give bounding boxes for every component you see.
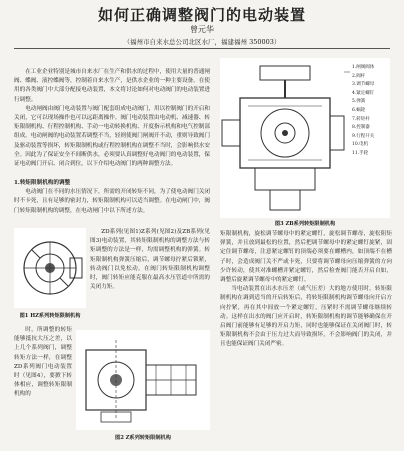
figure-1 <box>14 228 86 308</box>
paragraph: 时，所调整的转矩能够抵抗大压之差，以上几个系列阀门，调整转矩方法一样，在调整ZD系列阀门电动装置时（见图4），要掀下转体相应，调整转矩限制机构的 <box>14 327 72 398</box>
figure-3 <box>220 58 390 218</box>
legend-item: 4.紧定螺钉 <box>352 90 375 96</box>
legend-item: 11.手轮 <box>352 150 369 156</box>
legend-item: 8.控制器 <box>352 125 370 131</box>
legend-item: 9.行程开关 <box>352 133 375 139</box>
figure-2-drawing <box>76 330 210 430</box>
paragraph: 在工业企业特别是城市自来水厂在生产和供水的过程中，使用大量的普通闸阀、蝶阀、液控蝶阀等，控制着自来水生产，是供水企业的一种主要设备。在使用的各类阀门中大部分配接电动装置，本文将讨论如何对电动阀门的电动装置进行调整。 <box>14 69 210 103</box>
legend-item: 3.调节螺母 <box>352 82 375 88</box>
figure-2-caption: 图2 Z系列转矩限制机构 <box>115 435 171 441</box>
left-column-wrap <box>90 228 210 328</box>
paragraph: 电动阀门在不同的水压情况下，所需的开闭转矩不同，为了使电动阀门关闭时不卡死，且有足够的密封力，转矩限制机构可以适当调整。在电动闸门中，阀门转矩限制机构的调整，在电动闸门中以下所述方法。 <box>14 189 210 214</box>
header-rule <box>14 48 390 49</box>
left-column-intro <box>14 68 210 178</box>
figure-3-caption: 图3 ZB系列转矩限制机构 <box>274 221 336 227</box>
page-title: 如何正确调整阀门的电动装置 <box>97 6 306 24</box>
section-heading: 1.转矩限制机构的调整 <box>14 180 71 186</box>
legend-item: 5.弹簧 <box>352 99 366 105</box>
legend-item: 10.电机 <box>352 142 369 148</box>
legend-item: 7.转矩杆 <box>352 116 370 122</box>
left-column-section1 <box>14 178 210 224</box>
paragraph: 当电动装置在出水水压差（或气压差）大的地方使用时，转矩限制机构在调到适当的开启转矩后，将转矩限制机构调节螺母向开启方向拧紧，再在其中间放一个紧定螺钉，压紧时不需调节螺母继续转动。这样在出水的阀门应开启时，转矩限制机构的调节能够确保在开启阀门前能够有足够的开启力矩，同时也能够保证在关闭阀门时，转矩限制机构不会由于压力过大而导致损坏，不会影响阀门的关闭，并且也能保证阀门关闭严密。 <box>220 286 392 348</box>
figure-3-legend <box>352 64 390 159</box>
legend-item: 2.阀杆 <box>352 73 366 79</box>
right-column-text <box>220 230 392 444</box>
paragraph: ZD系列(见图1)Z系列(见图2)及ZB系列(见图3)电动装置，其转矩限制机构的调整方法与转矩调整的方法是一样，均需调整机构的弹簧。转矩限制机构弹簧压缩后，调节螺母拧紧后锁紧，转动阀门以免松动。在阀门转矩限制机构调整时，阀门转矩应能克服在最高水压管道中所需的关闭力矩。 <box>90 229 210 291</box>
figure-2 <box>76 330 210 430</box>
paragraph: 矩限制机构，旋松调节螺母中的紧定螺钉，旋松调节螺母，旋松阻矩弹簧，并且放到最松的位置，然后把调节螺母中的紧定螺钉旋紧，固定住调节螺母，注意紧定螺钉的顶端必须要在螺槽内，如顶端不在槽子时，会造成阀门关不严或卡死，只要将调节螺母向压缩弹簧的方向少许转动，使其对准螺槽并紧定螺钉，然后检查阀门能否开启自如，调整后旋紧调节螺母中的紧定螺钉。 <box>220 231 392 284</box>
legend-item: 1.闸阀阀体 <box>352 65 375 70</box>
left-column-bottom <box>14 326 72 442</box>
author: 曾元华 <box>190 25 214 34</box>
paragraph: 电动闸阀由阀门电动装置与阀门配套组成电动阀门，用以控制阀门的开启和关闭，它可以现场操作也可以远距离操作。阀门电动装置由电动机、减速器、转矩限制机构、行程控制机构、手动一电动转换机构、开度指示机构和电气控制部组成。电动闸阀的电动装置若调整不当，轻则使阀门闸阀开不动，重则导致阀门及驱动装置等损坏，转矩限制机构或行程控制机构在调整不当时，会影响供水安全。因此为了保证安全不间断供水，必须要认真调整好电动阀门的电动装置，保证电动阀门开启、闭合到位，以下介绍电动阀门的两种调整方法。 <box>14 105 210 168</box>
figure-1-caption: 图1 HZ系列转矩限制机构 <box>19 313 81 319</box>
figure-1-drawing <box>14 228 86 308</box>
legend-item: 6.蜗轮 <box>352 107 366 113</box>
affiliation: （福州市自来水总公司北区水厂，福建福州 350003） <box>123 38 281 46</box>
